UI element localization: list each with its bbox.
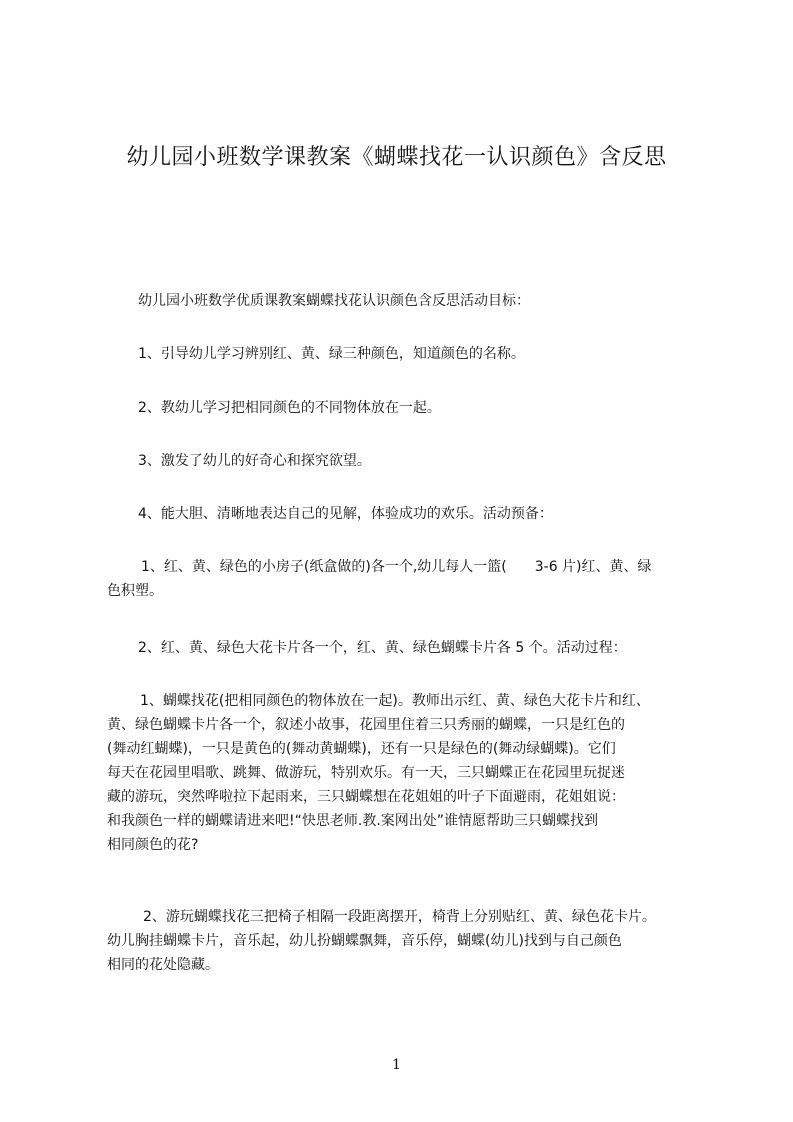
paragraph-prep-1 — [107, 555, 652, 603]
paragraph-line: 2、游玩蝴蝶找花三把椅子相隔一段距离摆开，椅背上分别贴红、黄、绿色花卡片。 — [143, 909, 656, 925]
paragraph-process-1 — [107, 689, 650, 857]
paragraph-line: 1、蝴蝶找花(把相同颜色的物体放在一起)。教师出示红、黄、绿色大花卡片和红、 — [140, 693, 650, 709]
paragraph-goal-2 — [138, 396, 441, 420]
paragraph-line: (舞动红蝴蝶)，一只是黄色的(舞动黄蝴蝶)，还有一只是绿色的(舞动绿蝴蝶)。它们 — [107, 741, 616, 757]
paragraph-goal-4 — [138, 502, 553, 526]
paragraph-line: 幼儿胸挂蝴蝶卡片，音乐起，幼儿扮蝴蝶飘舞，音乐停，蝴蝶(幼儿)找到与自己颜色 — [107, 933, 622, 949]
paragraph-line: 4、能大胆、清晰地表达自己的见解，体验成功的欢乐。活动预备： — [138, 506, 553, 522]
paragraph-line: 和我颜色一样的蝴蝶请进来吧!“快思老师.教.案网出处”谁情愿帮助三只蝴蝶找到 — [107, 813, 599, 829]
paragraph-line: 黄、绿色蝴蝶卡片各一个，叙述小故事，花园里住着三只秀丽的蝴蝶，一只是红色的 — [107, 717, 625, 733]
paragraph-process-2 — [107, 905, 656, 977]
paragraph-goal-1 — [138, 342, 525, 366]
paragraph-line: 2、教幼儿学习把相同颜色的不同物体放在一起。 — [138, 400, 441, 416]
paragraph-goal-3 — [138, 449, 371, 473]
paragraph-line: 1、红、黄、绿色的小房子(纸盒做的)各一个,幼儿每人一篮( 3-6 片)红、黄、绿 — [141, 559, 652, 575]
paragraph-line: 藏的游玩，突然哗啦拉下起雨来，三只蝴蝶想在花姐姐的叶子下面避雨，花姐姐说： — [107, 789, 625, 805]
paragraph-line: 每天在花园里唱歌、跳舞、做游玩，特别欢乐。有一天，三只蝴蝶正在花园里玩捉迷 — [107, 765, 625, 781]
page-number: 1 — [392, 1057, 401, 1073]
paragraph-line: 2、红、黄、绿色大花卡片各一个，红、黄、绿色蝴蝶卡片各 5 个。活动过程： — [138, 640, 627, 656]
paragraph-line: 1、引导幼儿学习辨别红、黄、绿三种颜色，知道颜色的名称。 — [138, 346, 525, 362]
paragraph-line: 色积塑。 — [107, 583, 163, 599]
paragraph-line: 幼儿园小班数学优质课教案蝴蝶找花认识颜色含反思活动目标： — [138, 293, 530, 309]
paragraph-line: 相同的花处隐藏。 — [107, 957, 219, 973]
paragraph-line: 相同颜色的花? — [107, 837, 199, 853]
paragraph-prep-2 — [138, 636, 627, 660]
document-title: 幼儿园小班数学课教案《蝴蝶找花一认识颜色》含反思 — [126, 145, 667, 170]
paragraph-intro — [138, 289, 530, 313]
paragraph-line: 3、激发了幼儿的好奇心和探究欲望。 — [138, 453, 371, 469]
